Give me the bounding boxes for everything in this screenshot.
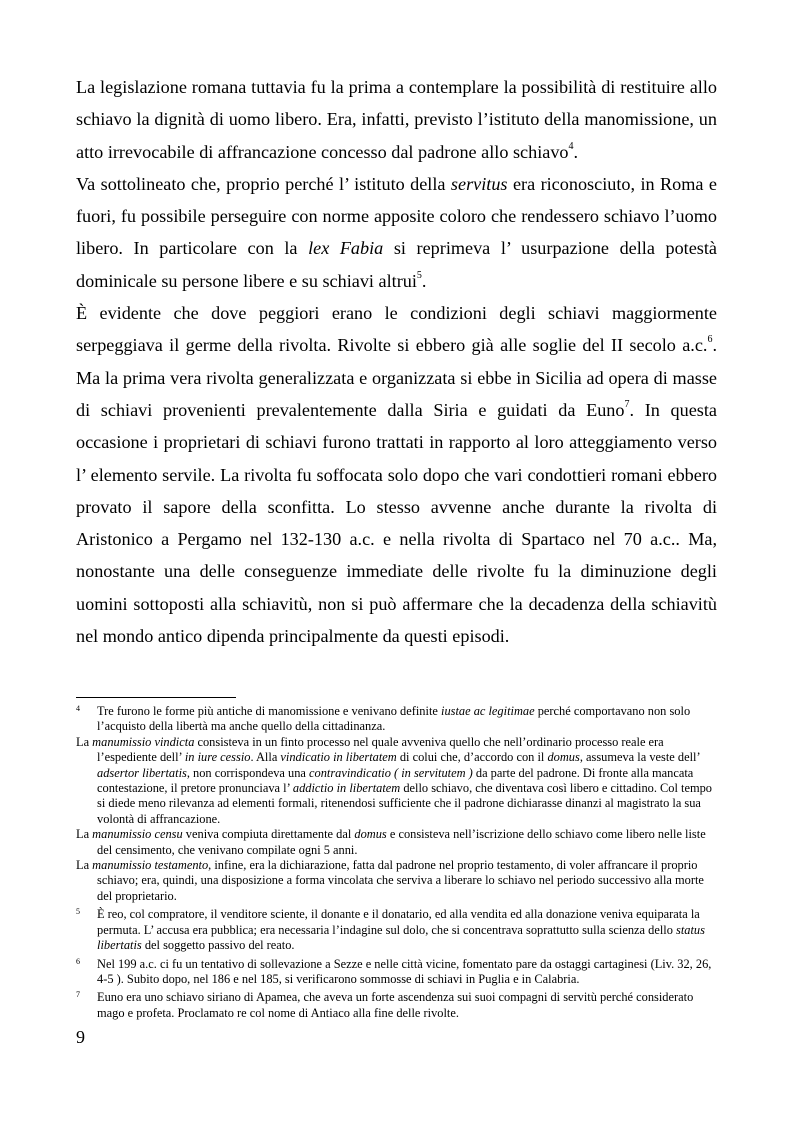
- text-run: È reo, col compratore, il venditore sciente, il donante e il donatario, ed alla vendita ed alla donazione veniva equiparata la permuta. L’ accusa era pubblica; era necessaria l’indagine sul dolo, che si concentrava soprattutto sulla scienza dello: [97, 907, 700, 937]
- italic-term: manumissio vindicta: [92, 734, 195, 749]
- text-run: da parte del padrone. Di fronte alla mancata contestazione, il pretore pronunciava l’: [97, 765, 694, 796]
- text-run: Tre furono le forme più antiche di manomissione e venivano definite: [97, 704, 441, 718]
- text-run: . In questa occasione i proprietari di schiavi furono trattati in rapporto al loro atteggiamento verso l’ elemento servile. La rivolta fu soffocata solo dopo che vari condottieri romani ebbero provato il sapore della sconfitta. Lo stesso avvenne anche durante la rivolta di Aristonico a Pergamo nel 132-130 a.c. e nella rivolta di Spartaco nel 70 a.c.. Ma, nonostante una delle conseguenze immediate delle rivolte fu la diminuzione degli uomini sottoposti alla schiavitù, non si può affermare che la decadenza della schiavitù nel mondo antico dipenda principalmente da questi episodi.: [76, 399, 717, 647]
- text-run: dello schiavo, che diventava così libero e cittadino. Col tempo si diede meno rilevanza ad elementi formali, ritenendosi sufficiente che il padrone dichiarasse dinanzi al magistrato la sua volontà di affrancazione.: [97, 781, 712, 826]
- footnote-number: 5: [76, 907, 80, 917]
- text-run: del soggetto passivo del reato.: [141, 938, 295, 953]
- text-run: . Ma la prima vera rivolta generalizzata e organizzata si ebbe in Sicilia ad opera di masse di schiavi provenienti prevalentemente dalla Siria e guidati da Euno: [76, 335, 717, 420]
- text-run: La legislazione romana tuttavia fu la prima a contemplare la possibilità di restituire allo schiavo la dignità di uomo libero. Era, infatti, previsto l’istituto della manomissione, un atto irrevocabile di affrancazione concesso dal padrone allo schiavo: [76, 77, 717, 162]
- footnote-5: [76, 904, 717, 953]
- text-run: , non corrispondeva una: [186, 765, 309, 780]
- italic-term: adsertor libertatis: [97, 765, 187, 780]
- italic-term: manumissio testamento: [92, 858, 209, 873]
- footnote-4-testamento: [76, 858, 717, 904]
- italic-term: addictio in libertatem: [292, 781, 401, 796]
- text-run: e consisteva nell’iscrizione dello schiavo come libero nelle liste del censimento, che venivano compilate ogni 5 anni.: [97, 827, 706, 857]
- text-run: veniva compiuta direttamente dal: [182, 827, 355, 842]
- italic-term: lex Fabia: [308, 238, 384, 259]
- italic-term: status libertatis: [97, 922, 705, 953]
- italic-term: domus: [547, 750, 580, 765]
- text-run: , assumeva la veste dell’: [579, 750, 700, 765]
- italic-term: contravindicatio ( in servitutem ): [309, 765, 473, 780]
- text-run: si reprimeva l’ usurpazione della potestà dominicale su persone libere e su schiavi altrui: [76, 238, 717, 291]
- text-run: La: [76, 858, 93, 873]
- italic-term: manumissio censu: [92, 827, 183, 842]
- text-run: Va sottolineato che, proprio perché l’ istituto della: [76, 173, 451, 194]
- footnote-number: 7: [76, 990, 80, 1000]
- text-run: consisteva in un finto processo nel quale avveniva quello che nell’ordinario processo reale era l’espediente dell’: [97, 734, 664, 765]
- footnote-separator: [76, 697, 236, 698]
- paragraph: [76, 297, 717, 652]
- text-run: La: [76, 827, 93, 842]
- text-run: .: [421, 270, 427, 291]
- text-run: Euno era uno schiavo siriano di Apamea, che aveva un forte ascendenza sui suoi compagni di servitù perché considerato mago e profeta. Proclamato re col nome di Antiaco alla fine delle rivolte.: [97, 990, 694, 1020]
- footnote-number: 6: [76, 956, 80, 966]
- footnote-ref[interactable]: 4: [568, 140, 574, 152]
- body-text: [76, 71, 717, 652]
- italic-term: domus: [354, 827, 387, 842]
- text-run: era riconosciuto, in Roma e fuori, fu possibile perseguire con norme apposite coloro che rendessero schiavo l’uomo libero. In particolare con la: [76, 173, 717, 259]
- italic-term: vindicatio in libertatem: [280, 750, 397, 765]
- italic-term: in iure cessio: [184, 750, 251, 765]
- footnote-6: [76, 954, 717, 988]
- footnote-ref[interactable]: 5: [416, 269, 422, 281]
- italic-term: servitus: [450, 173, 508, 194]
- text-run: .: [573, 141, 579, 162]
- text-run: La: [76, 734, 93, 749]
- text-run: di colui che, d’accordo con il: [396, 750, 548, 765]
- text-run: , infine, era la dichiarazione, fatta dal padrone nel proprio testamento, di voler affrancare il proprio schiavo; era, quindi, una disposizione a forma vincolata che serviva a liberare lo schiavo nel periodo successivo alla morte del proprietario.: [97, 858, 704, 903]
- footnote-4-censu: [76, 827, 717, 858]
- page-number: 9: [76, 1027, 85, 1047]
- footnotes: [76, 701, 717, 1021]
- footnote-ref[interactable]: 7: [624, 398, 630, 410]
- paragraph: [76, 168, 717, 297]
- paragraph: [76, 71, 717, 168]
- footnote-4: [76, 701, 717, 735]
- text-run: perché comportavano non solo l’acquisto della libertà ma anche quello della cittadinanza.: [97, 704, 691, 734]
- text-run: È evidente che dove peggiori erano le condizioni degli schiavi maggiormente serpeggiava il germe della rivolta. Rivolte si ebbero già alle soglie del II secolo a.c.: [76, 303, 717, 356]
- footnote-4-vindicta: [76, 735, 717, 827]
- italic-term: iustae ac legitimae: [441, 704, 535, 718]
- footnote-number: 4: [76, 704, 80, 713]
- footnote-7: [76, 987, 717, 1021]
- text-run: Nel 199 a.c. ci fu un tentativo di sollevazione a Sezze e nelle città vicine, fomentato pare da ostaggi cartaginesi (Liv. 32, 26, 4-5 ). Subito dopo, nel 186 e nel 185, si verificarono sommosse di schiavi in Puglia e in Calabria.: [97, 956, 712, 986]
- footnote-ref[interactable]: 6: [707, 334, 713, 346]
- text-run: . Alla: [250, 750, 281, 765]
